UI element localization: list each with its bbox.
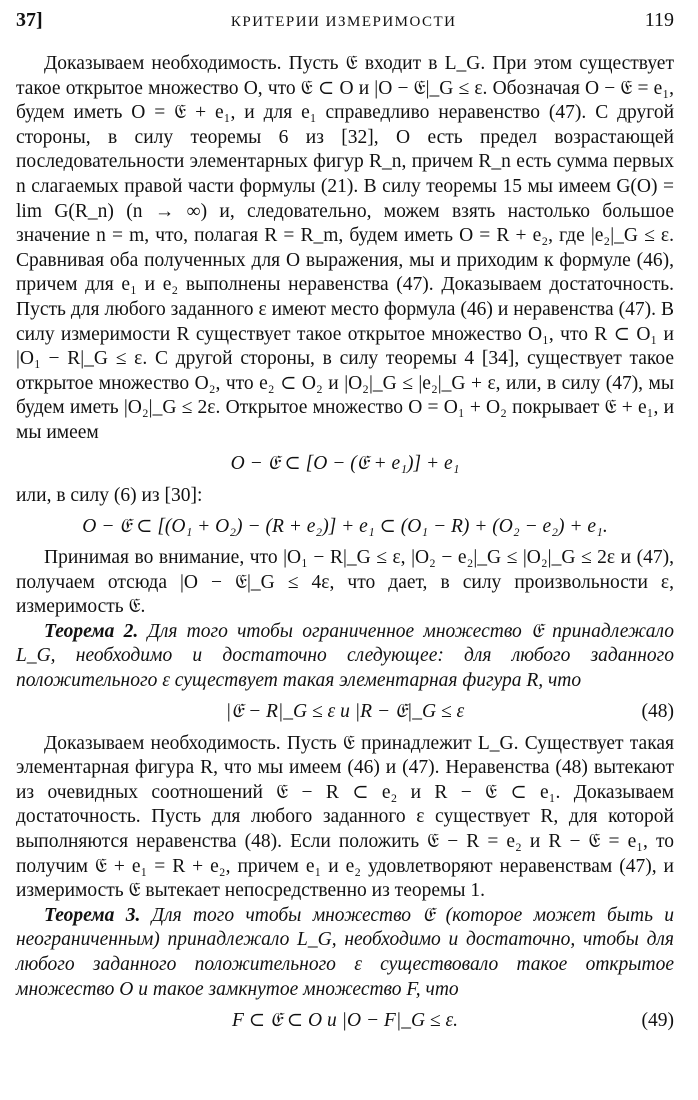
theorem-3-statement: Для того чтобы множество 𝔈 (которое может быть и неограниченным) принадлежало L_G, необходимо и достаточно, чтобы для любого заданного положительного ε существовало такое открытое множество O и такое замкнутое множество F, что — [16, 904, 675, 1000]
proof-paragraph-3: Доказываем необходимость. Пусть 𝔈 принадлежит L_G. Существует такая элементарная фигура R, что мы имеем (46) и (47). Неравенства (48) вытекают из очевидных соотношений 𝔈 − R ⊂ e₂ и R − 𝔈 ⊂ e₁. Доказываем достаточность. Пусть для любого заданного ε существует R, для которой выполняются неравенства (48). Если положить 𝔈 − R = e₂ и R − 𝔈 = e₁, то получим 𝔈 + e₁ = R + e₂, причем e₁ и e₂ удовлетворяют неравенствам (47), и измеримость 𝔈 вытекает непосредственно из теоремы 1. — [16, 732, 674, 902]
formula-49-text: F ⊂ 𝔈 ⊂ O и |O − F|_G ≤ ε. — [231, 1009, 459, 1031]
theorem-2 — [16, 620, 674, 694]
theorem-3-heading: Теорема 3. — [44, 904, 141, 926]
paragraph-transition: или, в силу (6) из [30]: — [16, 484, 203, 506]
theorem-2-heading: Теорема 2. — [44, 620, 139, 642]
proof-paragraph-1: Доказываем необходимость. Пусть 𝔈 входит в L_G. При этом существует такое открытое множество O, что 𝔈 ⊂ O и |O − 𝔈|_G ≤ ε. Обозначая O − 𝔈 = e₁, будем иметь O = 𝔈 + e₁, и для e₁ справедливо неравенство (47). С другой стороны, в силу теоремы 6 из [32], O есть предел возрастающей последовательности элементарных фигур R_n, причем R_n есть сумма первых n слагаемых правой части формулы (21). В силу теоремы 15 мы имеем G(O) = lim G(R_n) (n → ∞) и, следовательно, можем взять настолько большое значение n = m, что, полагая R = R_m, будем иметь O = R + e₂, где |e₂|_G ≤ ε. Сравнивая оба полученных для O выражения, мы и приходим к формуле (46), причем для e₁ и e₂ выполнены неравенства (47). Доказываем достаточность. Пусть для любого заданного ε имеют место формула (46) и неравенства (47). В силу измеримости R существует такое открытое множество O₁, что R ⊂ O₁ и |O₁ − R|_G ≤ ε. С другой стороны, в силу теоремы 4 [34], существует такое открытое множество O₂, что e₂ ⊂ O₂ и |O₂|_G ≤ |e₂|_G + ε, или, в силу (47), мы будем иметь |O₂|_G ≤ 2ε. Открытое множество O = O₁ + O₂ покрывает 𝔈 + e₁, и мы имеем — [16, 53, 674, 443]
formula-48-text: |𝔈 − R|_G ≤ ε и |R − 𝔈|_G ≤ ε — [225, 701, 465, 723]
section-number: 37] — [16, 9, 43, 31]
formula-48 — [16, 694, 674, 732]
equation-number-48: (48) — [641, 701, 674, 723]
running-header — [16, 8, 674, 42]
formula-49 — [16, 1002, 674, 1040]
page-number: 119 — [644, 9, 674, 31]
theorem-3 — [16, 904, 674, 1002]
formula-2-text: O − 𝔈 ⊂ [(O₁ + O₂) − (R + e₂)] + e₁ ⊂ (O₁ − R) + (O₂ − e₂) + e₁. — [82, 515, 608, 537]
theorem-2-statement: Для того чтобы ограниченное множество 𝔈 принадлежало L_G, необходимо и достаточно следующее: для любого заданного положительного ε существует такая элементарная фигура R, что — [16, 620, 674, 692]
running-title: КРИТЕРИИ ИЗМЕРИМОСТИ — [230, 14, 457, 30]
formula-1 — [16, 446, 674, 484]
formula-1-text: O − 𝔈 ⊂ [O − (𝔈 + e₁)] + e₁ — [230, 453, 460, 475]
formula-2 — [16, 508, 674, 546]
proof-paragraph-2: Принимая во внимание, что |O₁ − R|_G ≤ ε, |O₂ − e₂|_G ≤ |O₂|_G ≤ 2ε и (47), получаем отсюда |O − 𝔈|_G ≤ 4ε, что дает, в силу произвольности ε, измеримость 𝔈. — [16, 547, 674, 618]
equation-number-49: (49) — [641, 1009, 674, 1031]
